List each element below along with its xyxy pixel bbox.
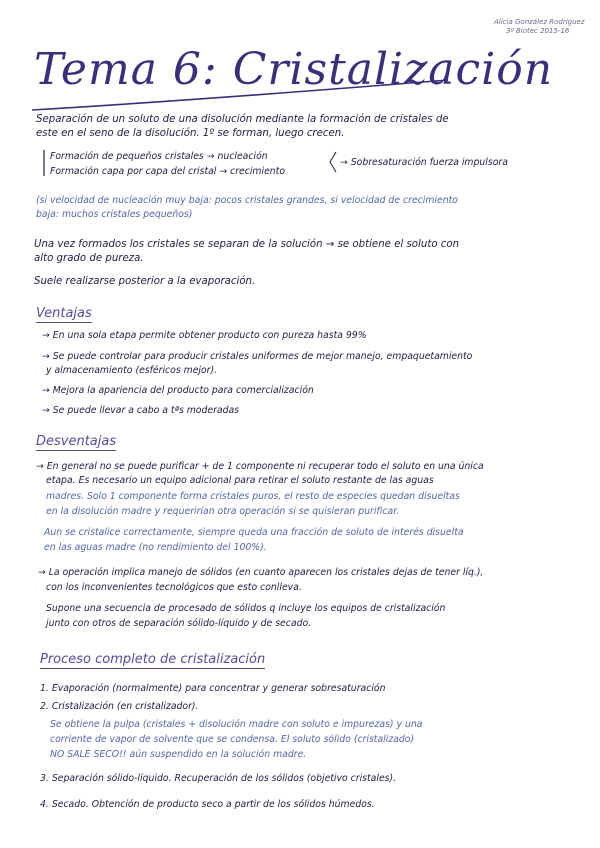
proceso-heading: Proceso completo de cristalización xyxy=(40,652,266,667)
intro-line-1: Separación de un soluto de una disolución mediante la formación de cristales de xyxy=(36,114,449,125)
ventaja-item: y almacenamiento (esféricos mejor). xyxy=(46,365,218,376)
desventaja-line: en la disolución madre y requerirían otra operación si se quisieran purificar. xyxy=(46,506,400,517)
desventaja-line: Supone una secuencia de procesado de sólidos q incluye los equipos de cristalización xyxy=(46,603,446,614)
step-nucleation: Formación de pequeños cristales → nucleación xyxy=(50,151,268,162)
proceso-step-4: 4. Secado. Obtención de producto seco a partir de los sólidos húmedos. xyxy=(40,799,375,810)
desventajas-heading: Desventajas xyxy=(36,434,117,449)
desventaja-line: Aun se cristalice correctamente, siempre queda una fracción de soluto de interés disuelta xyxy=(44,527,464,538)
proceso-step-1: 1. Evaporación (normalmente) para concentrar y generar sobresaturación xyxy=(40,683,386,694)
note-line-1: (si velocidad de nucleación muy baja: pocos cristales grandes, si velocidad de crecimiento xyxy=(36,195,458,206)
proceso-step-3: 3. Separación sólido-líquido. Recuperación de los sólidos (objetivo cristales). xyxy=(40,773,397,784)
ventajas-heading: Ventajas xyxy=(36,306,92,321)
ventaja-item: → Mejora la apariencia del producto para comercialización xyxy=(42,385,314,396)
ventaja-item: → Se puede llevar a cabo a tªs moderadas xyxy=(42,405,240,416)
desventaja-line: etapa. Es necesario un equipo adicional para retirar el soluto restante de las aguas xyxy=(46,475,434,486)
desventaja-line: junto con otros de separación sólido-líquido y de secado. xyxy=(46,618,312,629)
step-driving-force: → Sobresaturación fuerza impulsora xyxy=(340,157,508,168)
ventaja-item: → En una sola etapa permite obtener producto con pureza hasta 99% xyxy=(42,330,367,341)
proceso-step-2-detail: corriente de vapor de solvente que se condensa. El soluto sólido (cristalizado) xyxy=(50,734,415,745)
separation-line-2: alto grado de pureza. xyxy=(34,253,144,264)
desventaja-line: → En general no se puede purificar + de 1 componente ni recuperar todo el soluto en una única xyxy=(36,461,484,472)
separation-line-1: Una vez formados los cristales se separan de la solución → se obtiene el soluto con xyxy=(34,239,460,250)
desventaja-line: madres. Solo 1 componente forma cristales puros, el resto de especies quedan disueltas xyxy=(46,491,460,502)
author-course: 3º Biotec 2015-16 xyxy=(506,27,570,35)
separation-line-3: Suele realizarse posterior a la evaporación. xyxy=(34,276,256,287)
proceso-step-2-detail: Se obtiene la pulpa (cristales + disolución madre con soluto e impurezas) y una xyxy=(50,719,423,730)
proceso-step-2-detail: NO SALE SECO!! aún suspendido en la solución madre. xyxy=(50,749,307,760)
desventaja-line: con los inconvenientes tecnológicos que esto conlleva. xyxy=(46,582,302,593)
step-growth: Formación capa por capa del cristal → crecimiento xyxy=(50,166,286,177)
author-name: Alicia González Rodríguez xyxy=(494,18,585,26)
note-line-2: baja: muchos cristales pequeños) xyxy=(36,209,193,220)
ventaja-item: → Se puede controlar para producir cristales uniformes de mejor manejo, empaquetamiento xyxy=(42,351,473,362)
desventaja-line: en las aguas madre (no rendimiento del 100%). xyxy=(44,542,267,553)
desventaja-line: → La operación implica manejo de sólidos (en cuanto aparecen los cristales dejas de tener líq.), xyxy=(38,567,484,578)
proceso-step-2: 2. Cristalización (en cristalizador). xyxy=(40,701,199,712)
intro-line-2: este en el seno de la disolución. 1º se forman, luego crecen. xyxy=(36,128,345,139)
page-title: Tema 6: Cristalización xyxy=(34,44,554,95)
